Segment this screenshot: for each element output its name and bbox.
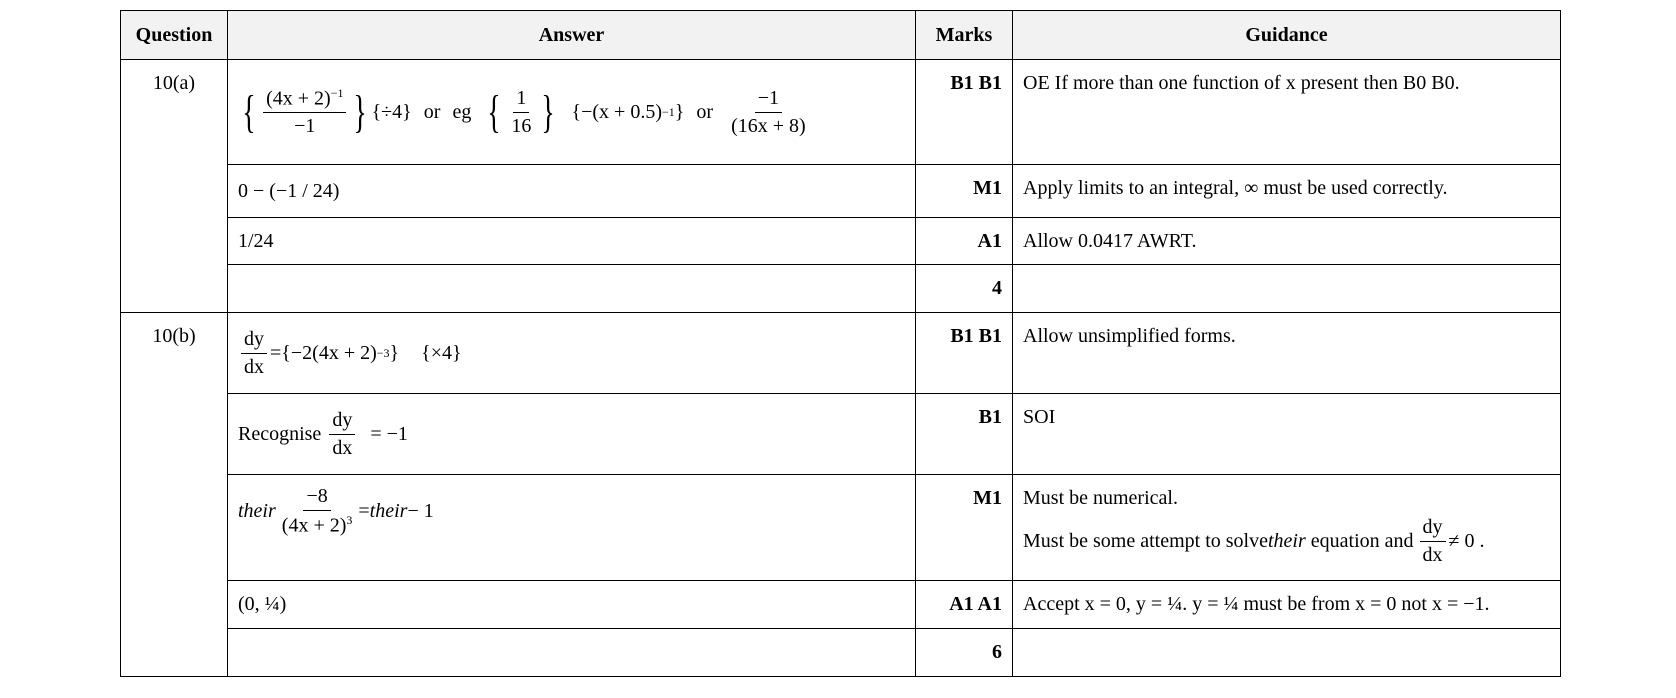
marks-cell: M1 [916,475,1013,581]
answer-math-recognise [238,409,905,460]
marks-cell: B1 [916,394,1013,475]
math-term: −1 [755,87,782,113]
answer-math-antiderivative: { $\frac{(4x + 2)^{-1}}{-1}$ } {÷4} or eg { $\frac{1}{16}$ } {−(x + 0.5) −1 } or $\frac{-1}{(16x + 8)}$ [238,86,905,139]
table-row [121,475,1561,581]
marks-total-cell: 4 [916,265,1013,313]
math-exponent: −1 [662,104,675,119]
marks-cell: A1 [916,218,1013,265]
marks-total-cell: 6 [916,629,1013,677]
answer-math-derivative [238,328,905,379]
math-term: −1 [294,115,316,138]
answer-cell [228,60,916,165]
math-term: {÷4} [371,100,412,123]
guidance-line: Must be numerical. [1023,487,1178,509]
math-term: dx [332,436,353,459]
guidance-cell: Accept x = 0, y = ¼. y = ¼ must be from x = 0 not x = −1. [1013,581,1561,629]
math-term: 16 [511,114,532,137]
answer-math-equation [238,485,905,538]
header-guidance: Guidance [1013,11,1561,60]
guidance-text: Must be some attempt to solve [1023,530,1268,552]
guidance-cell [1013,265,1561,313]
math-term: (4x + 2) [281,514,347,537]
math-term: (16x + 8) [731,114,806,137]
math-term: their [369,499,408,522]
answer-cell [228,629,916,677]
math-connective: eg [452,100,472,123]
math-term: (4x + 2) [266,87,331,110]
math-term: = [358,499,370,522]
math-term: {×4} [421,341,462,364]
math-term: = [270,341,282,364]
table-row [121,394,1561,475]
math-term: {−2(4x + 2) [281,341,377,364]
math-term: − 1 [407,499,434,522]
header-question: Question [121,11,228,60]
answer-cell: 0 − (−1 / 24) [228,165,916,218]
header-marks: Marks [916,11,1013,60]
guidance-cell: Allow 0.0417 AWRT. [1013,218,1561,265]
answer-cell [228,313,916,394]
math-term: 1 [513,87,529,113]
table-row [121,218,1561,265]
math-term: } [389,341,400,364]
table-row [121,629,1561,677]
guidance-cell [1013,629,1561,677]
math-term: dy [1420,516,1446,542]
answer-cell [228,265,916,313]
math-connective: or [696,100,714,123]
math-term: {−(x + 0.5) [571,100,662,123]
guidance-cell [1013,475,1561,581]
math-exponent: 3 [346,513,353,527]
mark-scheme-table [120,10,1561,677]
guidance-cell: Apply limits to an integral, ∞ must be used correctly. [1013,165,1561,218]
math-term: dy [241,328,267,354]
table-row [121,265,1561,313]
math-exponent: −1 [330,85,344,100]
answer-cell: 1/24 [228,218,916,265]
answer-cell [228,394,916,475]
marks-cell: B1 B1 [916,313,1013,394]
math-term: = −1 [370,422,408,445]
guidance-cell: SOI [1013,394,1561,475]
table-row [121,581,1561,629]
marks-cell: A1 A1 [916,581,1013,629]
math-term: ≠ 0 . [1448,530,1485,552]
math-exponent: −3 [376,345,390,360]
guidance-cell: Allow unsimplified forms. [1013,313,1561,394]
guidance-text: equation and [1305,530,1414,552]
answer-cell: (0, ¼) [228,581,916,629]
header-answer: Answer [228,11,916,60]
header-row [121,11,1561,60]
question-label-10a: 10(a) [121,60,228,313]
math-term: } [674,100,685,123]
math-term: their [238,499,276,522]
math-term: dx [244,355,264,378]
table-row [121,60,1561,165]
math-term: −8 [303,485,330,511]
question-label-10b: 10(b) [121,313,228,677]
math-connective: Recognise [238,422,322,445]
table-row [121,313,1561,394]
math-term: dy [329,409,355,435]
marks-cell: B1 B1 [916,60,1013,165]
math-connective: or [423,100,441,123]
table-row [121,165,1561,218]
guidance-line [1023,516,1550,567]
marks-cell: M1 [916,165,1013,218]
answer-cell [228,475,916,581]
guidance-cell: OE If more than one function of x present then B0 B0. [1013,60,1561,165]
guidance-text: their [1267,530,1306,552]
math-term: dx [1422,544,1443,566]
